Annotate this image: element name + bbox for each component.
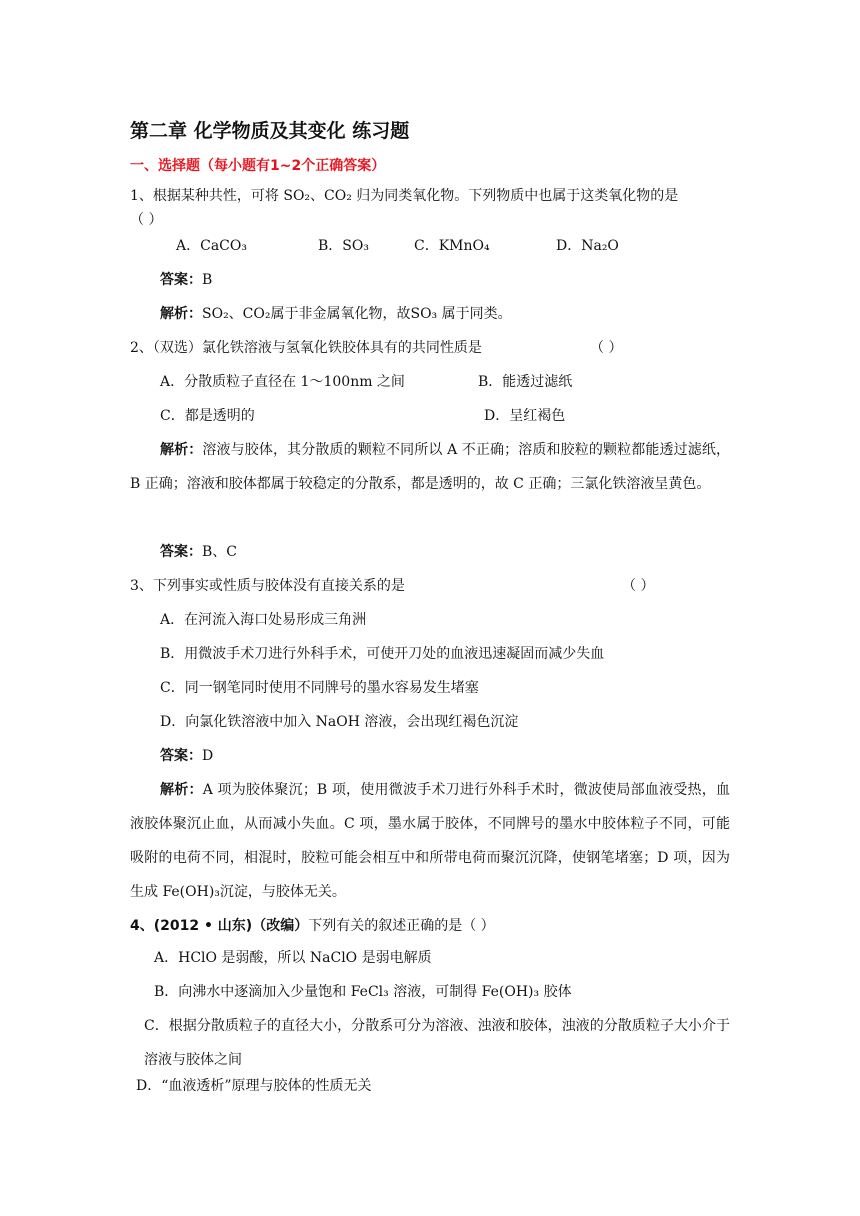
q2-option-d: D．呈红褐色 [484, 408, 566, 424]
page-title: 第二章 化学物质及其变化 练习题 [130, 120, 410, 142]
q4-stem [130, 916, 495, 936]
q2-answer-blank: （ ） [590, 340, 623, 356]
q2-option-a: A．分散质粒子直径在 1～100nm 之间 [160, 374, 405, 390]
q4-stem-text: 下列有关的叙述正确的是（ ） [308, 918, 495, 934]
q1-option-b: B．SO₃ [318, 238, 369, 254]
q3-option-a: A．在河流入海口处易形成三角洲 [160, 612, 367, 628]
q4-option-b: B．向沸水中逐滴加入少量饱和 FeCl₃ 溶液，可制得 Fe(OH)₃ 胶体 [154, 984, 572, 1000]
answer-label: 答案： [160, 272, 202, 288]
q1-analysis-text: SO₂、CO₂属于非金属氧化物，故SO₃ 属于同类。 [202, 306, 512, 322]
q3-answer-value: D [202, 748, 214, 764]
q2-answer-value: B、C [202, 544, 237, 560]
q3-analysis [130, 773, 730, 909]
q4-option-c: C．根据分散质粒子的直径大小，分散系可分为溶液、浊液和胶体，浊液的分散质粒子大小介于溶液与胶体之间 [144, 1018, 730, 1068]
q2-answer [160, 542, 237, 562]
q3-analysis-text: A 项为胶体聚沉；B 项，使用微波手术刀进行外科手术时，微波使局部血液受热，血液胶体聚沉止血，从而减小失血。C 项，墨水属于胶体，不同牌号的墨水中胶体粒子不同，可能吸附的电荷不同，相混时，胶粒可能会相互中和所带电荷而聚沉沉降，使钢笔堵塞；D 项，因为生成 Fe(OH)₃沉淀，与胶体无关。 [130, 782, 731, 900]
q3-option-b: B．用微波手术刀进行外科手术，可使开刀处的血液迅速凝固而减少失血 [160, 646, 605, 662]
q1-option-d: D．Na₂O [556, 238, 619, 254]
section-heading: 一、选择题（每小题有1~2个正确答案） [130, 158, 386, 174]
answer-label: 答案： [160, 544, 202, 560]
q1-option-a: A．CaCO₃ [176, 238, 247, 254]
analysis-label: 解析： [160, 442, 203, 458]
q4-option-a: A．HClO 是弱酸，所以 NaClO 是弱电解质 [154, 950, 432, 966]
q4-source: 4、(2012 • 山东)（改编） [130, 918, 309, 934]
q2-stem: 2、（双选）氯化铁溶液与氢氧化铁胶体具有的共同性质是 [130, 340, 482, 356]
q1-answer [160, 270, 212, 290]
q3-option-d: D．向氯化铁溶液中加入 NaOH 溶液，会出现红褐色沉淀 [160, 714, 519, 730]
q4-option-d: D．“血液透析”原理与胶体的性质无关 [136, 1078, 372, 1094]
q1-stem: 1、根据某种共性，可将 SO₂、CO₂ 归为同类氧化物。下列物质中也属于这类氧化物的是 [130, 188, 679, 204]
q1-answer-blank: （ ） [130, 212, 163, 228]
q2-analysis-text: 溶液与胶体，其分散质的颗粒不同所以 A 不正确；溶质和胶粒的颗粒都能透过滤纸，B 正确；溶液和胶体都属于较稳定的分散系，都是透明的，故 C 正确；三氯化铁溶液呈黄色。 [130, 442, 730, 492]
q2-option-c: C．都是透明的 [160, 408, 255, 424]
q3-stem: 3、下列事实或性质与胶体没有直接关系的是 [130, 578, 405, 594]
q1-answer-value: B [202, 272, 213, 288]
q1-option-c: C．KMnO₄ [414, 238, 490, 254]
analysis-label: 解析： [160, 306, 202, 322]
answer-label: 答案： [160, 748, 202, 764]
q2-option-b: B．能透过滤纸 [478, 374, 573, 390]
q1-analysis [160, 304, 512, 324]
q3-answer-blank: （ ） [622, 578, 655, 594]
q3-option-c: C．同一钢笔同时使用不同牌号的墨水容易发生堵塞 [160, 680, 479, 696]
analysis-label: 解析： [160, 782, 203, 798]
q2-analysis [130, 433, 730, 501]
q3-answer [160, 746, 213, 766]
